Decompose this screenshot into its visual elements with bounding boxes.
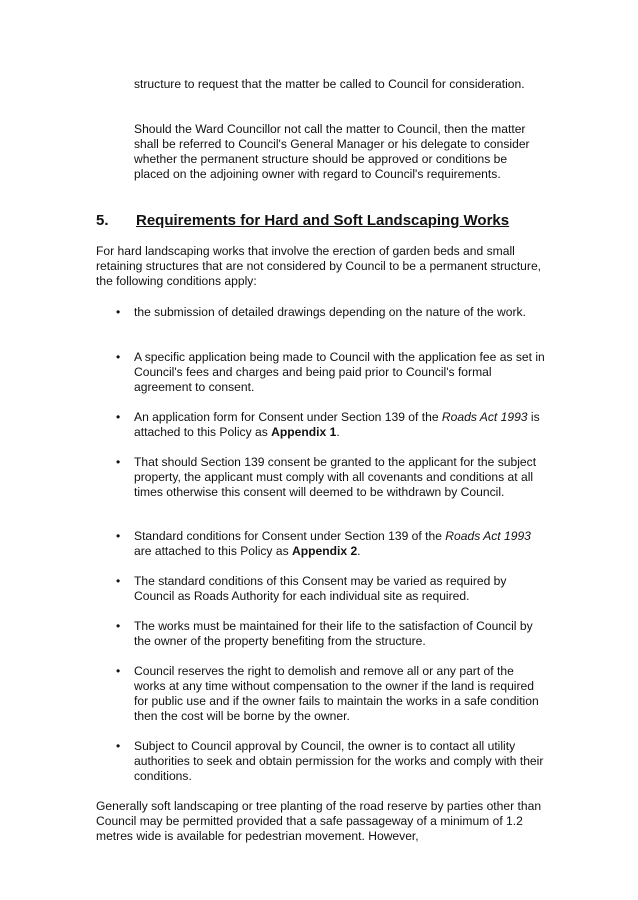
bullet-icon: • — [116, 350, 121, 364]
bullet-icon: • — [116, 305, 121, 319]
list-item-text-part: is attached to this Policy as — [134, 410, 540, 439]
list-item-text-part: are attached to this Policy as — [134, 544, 292, 558]
list-item-text: The standard conditions of this Consent may be varied as required by Council as Roads Authority for each individual site as required. — [134, 574, 507, 603]
bullet-icon: • — [116, 410, 121, 424]
list-item-text-part: . — [357, 544, 361, 558]
list-item-text-part: Standard conditions for Consent under Section 139 of the — [134, 529, 446, 543]
intro-paragraph-1: structure to request that the matter be called to Council for consideration. — [134, 77, 525, 91]
list-item-text: Council reserves the right to demolish and remove all or any part of the works at any time without compensation to the owner if the land is required for public use and if the owner fails to maintain the works in a safe condition then the cost will be borne by the owner. — [134, 664, 539, 723]
bullet-icon: • — [116, 529, 121, 543]
section-number: 5. — [96, 212, 109, 229]
list-item — [116, 350, 546, 395]
list-item-text-part: An application form for Consent under Section 139 of the — [134, 410, 442, 424]
list-item — [116, 664, 546, 724]
list-item — [116, 574, 546, 604]
bullet-icon: • — [116, 664, 121, 678]
list-item-text-part: . — [336, 425, 340, 439]
list-item — [116, 739, 546, 784]
list-item-text — [134, 529, 546, 559]
act-name: Roads Act 1993 — [441, 410, 528, 424]
section-title: Requirements for Hard and Soft Landscaping Works — [136, 212, 510, 229]
bullet-icon: • — [116, 574, 121, 588]
list-item-text: the submission of detailed drawings depending on the nature of the work. — [134, 305, 526, 319]
bullet-icon: • — [116, 739, 121, 753]
act-name: Roads Act 1993 — [445, 529, 531, 543]
list-item — [116, 619, 546, 649]
section-heading — [96, 212, 509, 230]
list-item-text: Subject to Council approval by Council, the owner is to contact all utility authorities to seek and obtain permission for the works and comply with their conditions. — [134, 739, 544, 783]
list-item-text: That should Section 139 consent be granted to the applicant for the subject property, the applicant must comply with all covenants and conditions at all times otherwise this consent will deemed to be withdrawn by Council. — [134, 455, 537, 499]
bullet-icon: • — [116, 455, 121, 469]
intro-paragraph-2: Should the Ward Councillor not call the matter to Council, then the matter shall be referred to Council's General Manager or his delegate to consider whether the permanent structure should be approved or conditions be placed on the adjoining owner with regard to Council's requirements. — [134, 122, 530, 181]
list-item — [116, 455, 546, 500]
bullet-icon: • — [116, 619, 121, 633]
list-item-text — [134, 410, 546, 440]
list-item-text: A specific application being made to Council with the application fee as set in Council's fees and charges and being paid prior to Council's formal agreement to consent. — [134, 350, 545, 394]
section-lead-paragraph: For hard landscaping works that involve the erection of garden beds and small retaining structures that are not considered by Council to be a permanent structure, the following conditions apply: — [96, 244, 542, 288]
appendix-reference: Appendix 2 — [291, 544, 358, 558]
list-item — [116, 529, 546, 559]
list-item-text: The works must be maintained for their life to the satisfaction of Council by the owner of the property benefiting from the structure. — [134, 619, 533, 648]
list-item — [116, 410, 546, 440]
closing-paragraph: Generally soft landscaping or tree planting of the road reserve by parties other than Council may be permitted provided that a safe passageway of a minimum of 1.2 metres wide is available for pedestrian movement. However, — [96, 799, 542, 843]
list-item — [116, 305, 546, 320]
appendix-reference: Appendix 1 — [271, 425, 337, 439]
